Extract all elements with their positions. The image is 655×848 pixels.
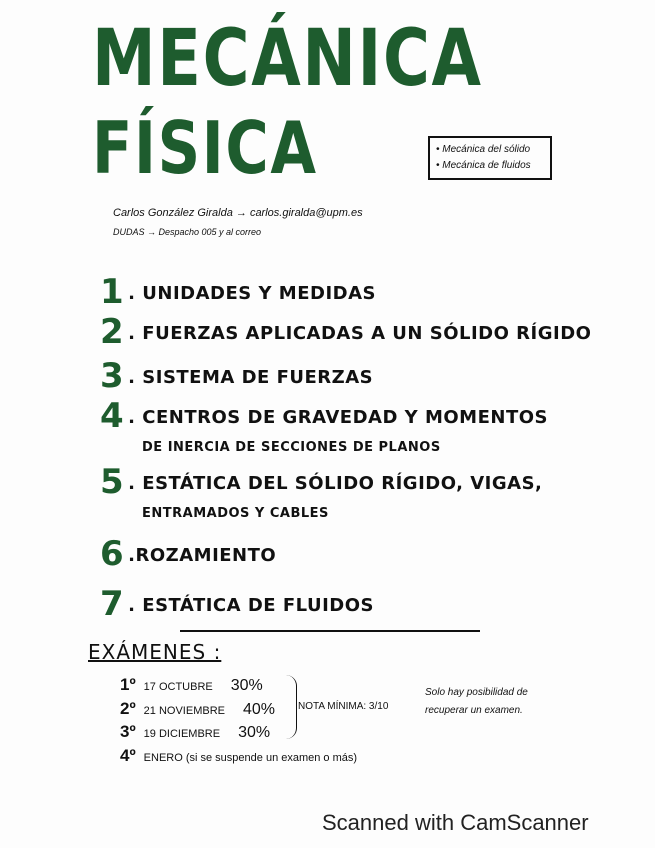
minimum-grade-note: NOTA MÍNIMA: 3/10 xyxy=(298,701,389,712)
topic-3 xyxy=(100,356,373,396)
divider xyxy=(180,630,480,632)
exam-date: 21 NOVIEMBRE xyxy=(143,705,225,717)
author-line: Carlos González Giralda → carlos.giralda@upm.es xyxy=(113,207,363,219)
exam-row xyxy=(120,699,275,719)
exam-order: 2º xyxy=(120,699,136,718)
exam-weight: 30% xyxy=(230,677,263,694)
brace xyxy=(286,675,297,739)
topic-number: 1 xyxy=(100,272,125,312)
topic-text: . SISTEMA DE FUERZAS xyxy=(128,367,374,388)
topic-2 xyxy=(100,312,591,352)
exam-order: 4º xyxy=(120,746,136,765)
topic-number: 4 xyxy=(100,396,125,436)
subject-item: • Mecánica de fluidos xyxy=(436,158,544,174)
topic-text: . CENTROS DE GRAVEDAD Y MOMENTOS xyxy=(128,407,549,428)
topic-1 xyxy=(100,272,376,312)
topic-text: . FUERZAS APLICADAS A UN SÓLIDO RÍGIDO xyxy=(128,323,592,344)
exam-date: 19 DICIEMBRE xyxy=(143,728,221,740)
exam-weight: 30% xyxy=(238,724,271,741)
title-mecanica: MECÁNICA xyxy=(92,14,483,104)
topic-7 xyxy=(100,584,374,624)
exam-row xyxy=(120,675,263,695)
resit-note: Solo hay posibilidad de recuperar un examen. xyxy=(425,687,528,716)
topic-subtext: ENTRAMADOS Y CABLES xyxy=(142,506,329,521)
exam-order: 3º xyxy=(120,722,136,741)
topic-text: . UNIDADES Y MEDIDAS xyxy=(128,283,376,304)
topic-number: 7 xyxy=(100,584,125,624)
topic-number: 5 xyxy=(100,462,125,502)
topic-text: . ESTÁTICA DEL SÓLIDO RÍGIDO, VIGAS, xyxy=(128,473,543,494)
topic-subtext: DE INERCIA DE SECCIONES DE PLANOS xyxy=(142,440,441,455)
exam-order: 1º xyxy=(120,675,136,694)
exam-row xyxy=(120,746,357,766)
exam-date: 17 OCTUBRE xyxy=(143,681,213,693)
doubts-line: DUDAS → Despacho 005 y al correo xyxy=(113,227,262,237)
topic-number: 2 xyxy=(100,312,125,352)
topic-5 xyxy=(100,462,542,521)
topic-number: 3 xyxy=(100,356,125,396)
topic-4 xyxy=(100,396,548,455)
exam-weight: 40% xyxy=(242,701,276,718)
topic-text: . ESTÁTICA DE FLUIDOS xyxy=(128,595,374,616)
subject-item: • Mecánica del sólido xyxy=(436,142,544,158)
exam-date: ENERO (si se suspende un examen o más) xyxy=(143,752,358,764)
title-fisica: FÍSICA xyxy=(92,106,318,190)
topic-number: 6 xyxy=(100,534,125,574)
camscanner-watermark: Scanned with CamScanner xyxy=(322,810,589,835)
topic-text: .ROZAMIENTO xyxy=(128,545,277,566)
subjects-box xyxy=(428,136,552,180)
topic-6 xyxy=(100,534,276,574)
exams-heading: EXÁMENES : xyxy=(88,640,222,664)
exam-row xyxy=(120,722,270,742)
